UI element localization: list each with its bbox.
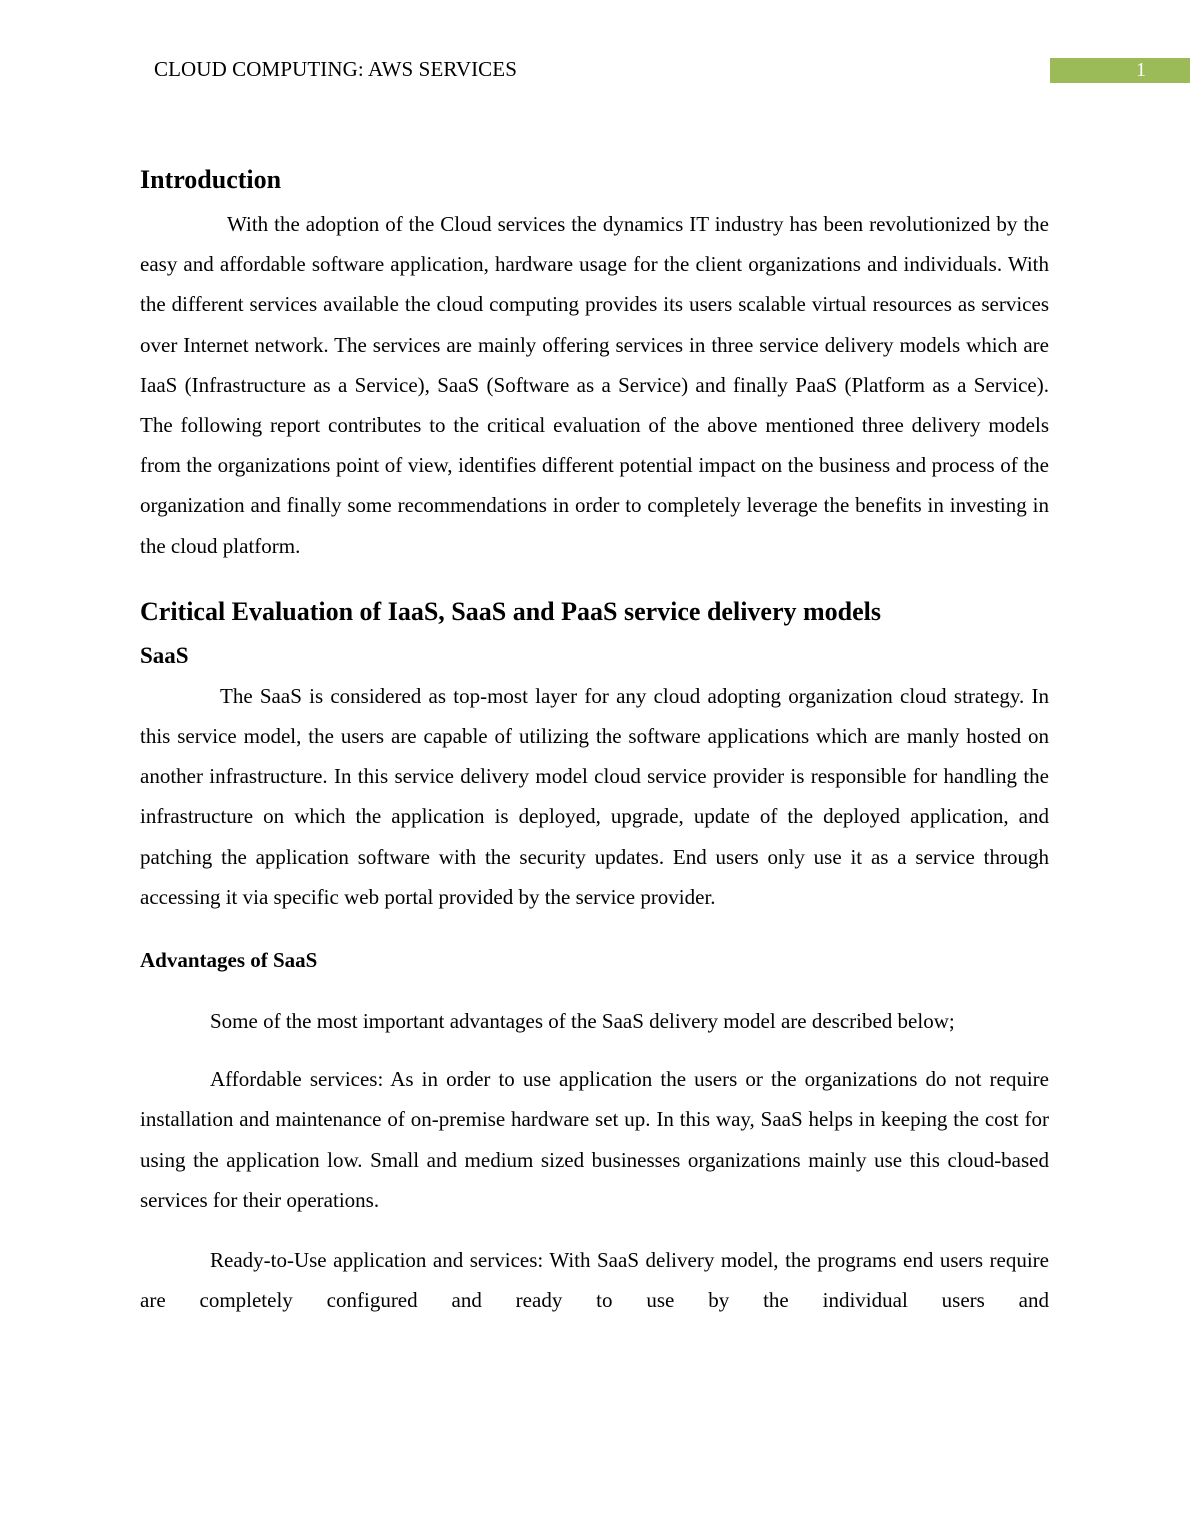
advantages-heading: Advantages of SaaS	[140, 948, 318, 973]
advantages-intro: Some of the most important advantages of the SaaS delivery model are described below;	[210, 1009, 955, 1034]
page-number: 1	[1050, 58, 1190, 83]
document-body	[140, 160, 1049, 1320]
ready-to-use-paragraph: Ready-to-Use application and services: With SaaS delivery model, the programs end users require are completely configured and ready to use by the individual users and	[140, 1248, 1049, 1313]
saas-paragraph: The SaaS is considered as top-most layer for any cloud adopting organization cloud strategy. In this service model, the users are capable of utilizing the software applications which are manly hosted on another infrastructure. In this service delivery model cloud service provider is responsible for handling the infrastructure on which the application is deployed, upgrade, update of the deployed application, and patching the application software with the security updates. End users only use it as a service through accessing it via specific web portal provided by the service provider.	[140, 683, 1049, 909]
introduction-heading: Introduction	[140, 165, 282, 194]
introduction-paragraph: With the adoption of the Cloud services the dynamics IT industry has been revolutionized by the easy and affordable software application, hardware usage for the client organizations and individuals. With the different services available the cloud computing provides its users scalable virtual resources as services over Internet network. The services are mainly offering services in three service delivery models which are IaaS (Infrastructure as a Service), SaaS (Software as a Service) and finally PaaS (Platform as a Service). The following report contributes to the critical evaluation of the above mentioned three delivery models from the organizations point of view, identifies different potential impact on the business and process of the organization and finally some recommendations in order to completely leverage the benefits in investing in the cloud platform.	[140, 212, 1049, 558]
critical-evaluation-heading: Critical Evaluation of IaaS, SaaS and PaaS service delivery models	[140, 596, 881, 626]
running-head: CLOUD COMPUTING: AWS SERVICES	[154, 57, 517, 81]
affordable-services-paragraph: Affordable services: As in order to use application the users or the organizations do not require installation and maintenance of on-premise hardware set up. In this way, SaaS helps in keeping the cost for using the application low. Small and medium sized businesses organizations mainly use this cloud-based services for their operations.	[140, 1067, 1049, 1212]
saas-heading: SaaS	[140, 642, 189, 668]
